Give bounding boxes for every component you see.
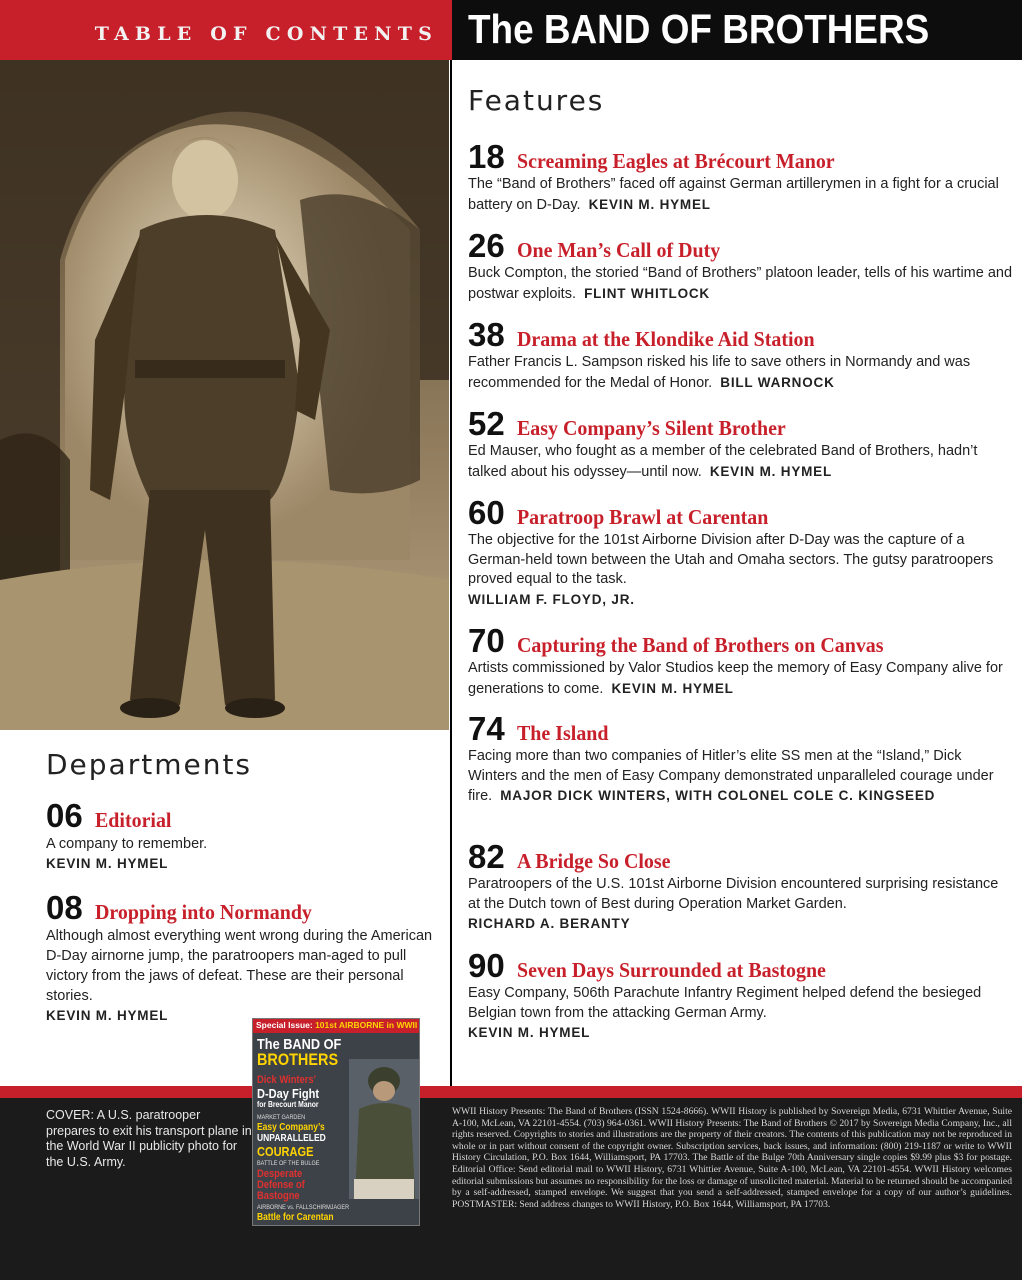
article-title[interactable]: Seven Days Surrounded at Bastogne: [516, 958, 826, 982]
feature-entry[interactable]: [468, 229, 1013, 304]
article-title[interactable]: Drama at the Klondike Aid Station: [516, 327, 815, 351]
article-description: The objective for the 101st Airborne Division after D-Day was the capture of a German-held town between the Utah and Omaha sectors. The gutsy paratroopers proved equal to the task.: [468, 532, 994, 587]
page-number: 08: [46, 889, 83, 926]
cover-headline: Defense of: [257, 1179, 305, 1191]
departments-heading: Departments: [46, 748, 253, 781]
article-description: Artists commissioned by Valor Studios keep the memory of Easy Company alive for generations to come.: [468, 660, 1003, 697]
cover-headline: COURAGE: [257, 1144, 314, 1159]
page-number: 06: [46, 797, 83, 834]
page-number: 60: [468, 494, 505, 531]
header-section-bar: [0, 0, 452, 60]
cover-headline: Bastogne: [257, 1190, 300, 1202]
article-author: MAJOR DICK WINTERS, WITH COLONEL COLE C. KINGSEED: [500, 788, 936, 803]
page-number: 52: [468, 405, 505, 442]
article-description: Although almost everything went wrong during the American D-Day airnorne jump, the paratroopers man-aged to pull victory from the jaws of defeat. These are their personal stories.: [46, 928, 433, 1004]
article-description: Easy Company, 506th Parachute Infantry Regiment helped defend the besieged Belgian town from the attacking German Army.: [468, 985, 982, 1021]
article-author: BILL WARNOCK: [720, 374, 835, 390]
feature-entry[interactable]: [468, 140, 1013, 215]
feature-entry[interactable]: [468, 496, 1013, 610]
article-title[interactable]: Easy Company’s Silent Brother: [516, 416, 786, 440]
cover-figure-image: [349, 1059, 419, 1199]
department-entry[interactable]: [46, 799, 442, 874]
features-heading: Features: [468, 84, 605, 117]
cover-headline: Desperate: [257, 1168, 303, 1180]
article-description: Facing more than two companies of Hitler’s elite SS men at the “Island,” Dick Winters and the men of Easy Company demonstrated unparalleled courage under fire.: [468, 748, 994, 804]
article-title[interactable]: Screaming Eagles at Brécourt Manor: [516, 149, 835, 173]
department-entry[interactable]: [46, 891, 442, 1026]
article-title[interactable]: Paratroop Brawl at Carentan: [516, 505, 769, 529]
feature-entry[interactable]: [468, 407, 1013, 482]
section-label: TABLE OF CONTENTS: [94, 23, 438, 45]
cover-headline: Battle for Carentan: [257, 1212, 334, 1223]
article-title[interactable]: Editorial: [94, 808, 172, 832]
cover-headline: UNPARALLELED: [257, 1133, 326, 1144]
feature-entry[interactable]: [468, 840, 1013, 935]
column-divider: [450, 60, 452, 1086]
legal-notice: WWII History Presents: The Band of Brothers (ISSN 1524-8666). WWII History is published by Sovereign Media, 6731 Whittier Avenue, Suite A-100, McLean, VA 22101-4554. (703) 964-0361. WWII History Presents: The Band of Brothers © 2017 by Sovereign Media Company, Inc., all rights reserved. Copyrights to stories and illustrations are the property of their creators. The contents of this publication may not be reproduced in whole or in part without consent of the copyright owner. Subscription services, back issues, and information: (800) 219-1187 or write to WWII History Circulation, P.O. Box 1644, Williamsport, PA 17703. The Battle of the Bulge 70th Anniversary single copies $9.99 plus $3 for postage. Editorial Office: Send editorial mail to WWII History, 6731 Whittier Avenue, Suite A-100, McLean, VA 22101-4554. WWII History welcomes editorial submissions but assumes no responsibility for the loss or damage of unsolicited material. Material to be returned should be accompanied by a self-addressed, stamped envelope. We suggest that you send a self-addressed, stamped envelope for a copy of our author’s guidelines. POSTMASTER: Send address changes to WWII History, P.O. Box 1644, Williamsport, PA 17703.: [452, 1106, 1012, 1210]
feature-entry[interactable]: [468, 712, 1013, 807]
article-description: Paratroopers of the U.S. 101st Airborne Division encountered surprising resistance at the Dutch town of Best during Operation Market Garden.: [468, 876, 999, 912]
cover-logo-line1: The BAND OF: [257, 1036, 342, 1053]
page-number: 82: [468, 838, 505, 875]
article-author: RICHARD A. BERANTY: [468, 916, 631, 931]
article-title[interactable]: One Man’s Call of Duty: [516, 238, 720, 262]
article-title[interactable]: Capturing the Band of Brothers on Canvas: [516, 633, 884, 657]
cover-headline: for Brecourt Manor: [257, 1100, 319, 1109]
cover-banner-label: Special Issue:: [256, 1020, 313, 1030]
cover-kicker: AIRBORNE vs. FALLSCHIRMJAGER: [257, 1204, 350, 1211]
cover-headline: Easy Company’s: [257, 1122, 325, 1133]
cover-banner-highlight: 101st AIRBORNE in WWII: [315, 1020, 418, 1030]
feature-entry[interactable]: [468, 624, 1013, 699]
page-number: 18: [468, 138, 505, 175]
page-number: 74: [468, 710, 505, 747]
article-description: A company to remember.: [46, 836, 208, 852]
article-title[interactable]: The Island: [516, 721, 609, 745]
article-title[interactable]: Dropping into Normandy: [94, 900, 312, 924]
article-description: Father Francis L. Sampson risked his life to save others in Normandy and was recommended for the Medal of Honor.: [468, 354, 971, 391]
cover-caption: COVER: A U.S. paratrooper prepares to exit his transport plane in the World War II publicity photo for the U.S. Army.: [46, 1108, 252, 1169]
cover-headline: D-Day Fight: [257, 1086, 320, 1101]
feature-entry[interactable]: [468, 318, 1013, 393]
magazine-title: The BAND OF BROTHERS: [468, 6, 930, 52]
article-description: Ed Mauser, who fought as a member of the celebrated Band of Brothers, hadn’t talked about his odyssey—until now.: [468, 443, 978, 480]
header-title-bar: [452, 0, 1022, 60]
cover-logo-line2: BROTHERS: [257, 1050, 339, 1069]
cover-thumbnail[interactable]: [252, 1018, 420, 1226]
article-author: FLINT WHITLOCK: [584, 285, 710, 301]
paratrooper-photo: [0, 60, 449, 730]
feature-entry[interactable]: [468, 949, 1013, 1044]
article-description: The “Band of Brothers” faced off against German artillerymen in a fight for a crucial battery on D-Day.: [468, 176, 999, 213]
article-author: KEVIN M. HYMEL: [611, 680, 734, 696]
article-author: KEVIN M. HYMEL: [709, 463, 833, 479]
article-author: KEVIN M. HYMEL: [46, 1008, 169, 1023]
cover-kicker: MARKET GARDEN: [257, 1114, 306, 1121]
article-author: WILLIAM F. FLOYD, JR.: [468, 591, 635, 607]
page-number: 26: [468, 227, 505, 264]
article-title[interactable]: A Bridge So Close: [516, 849, 671, 873]
article-author: KEVIN M. HYMEL: [588, 196, 711, 212]
article-author: KEVIN M. HYMEL: [468, 1025, 591, 1040]
page-number: 38: [468, 316, 505, 353]
cover-banner: [253, 1019, 419, 1033]
cover-kicker: BATTLE OF THE BULGE: [257, 1160, 320, 1167]
page-number: 90: [468, 947, 505, 984]
cover-headline: Dick Winters’: [257, 1074, 317, 1086]
footer-red-rule: [0, 1086, 1022, 1098]
article-author: KEVIN M. HYMEL: [46, 856, 169, 871]
article-description: Buck Compton, the storied “Band of Brothers” platoon leader, tells of his wartime and postwar exploits.: [468, 265, 1013, 302]
page-number: 70: [468, 622, 505, 659]
